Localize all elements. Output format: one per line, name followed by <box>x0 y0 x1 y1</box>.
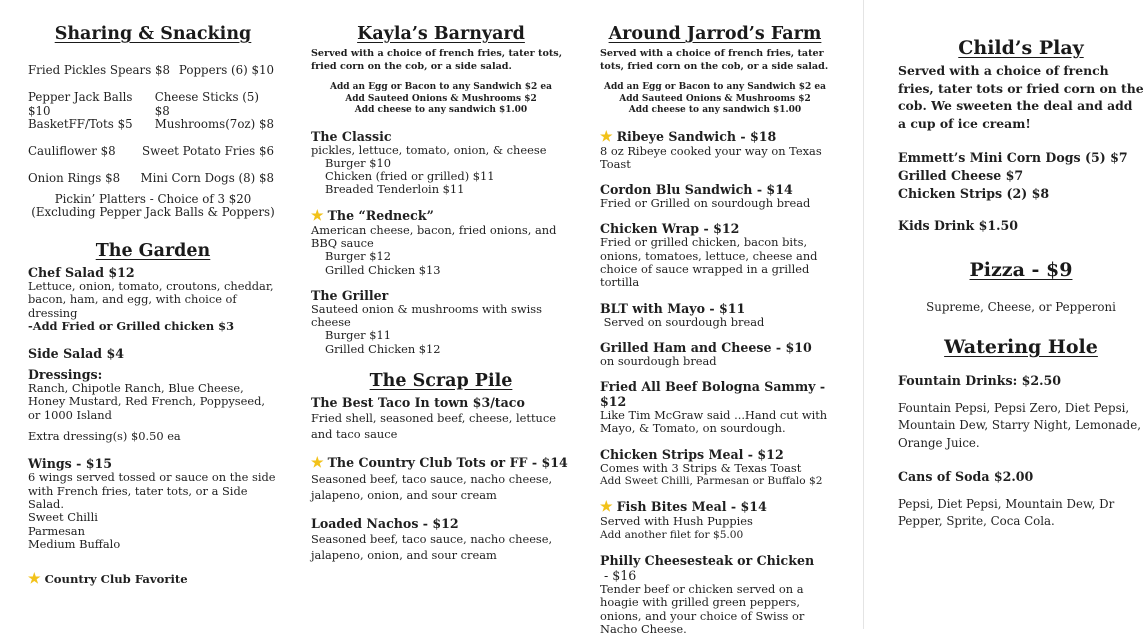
addon-line: Add an Egg or Bacon to any Sandwich $2 ea <box>329 82 552 92</box>
platter-note: (Excluding Pepper Jack Balls & Poppers) <box>31 205 275 219</box>
redneck-name: The “Redneck” <box>327 207 434 223</box>
pizza-desc: Supreme, Cheese, or Pepperoni <box>926 300 1116 314</box>
star-icon: ★ <box>600 499 613 516</box>
dressings-list: Ranch, Chipotle Ranch, Blue Cheese, Honey Mustard, Red French, Poppyseed, or 1000 Island <box>28 381 266 422</box>
cans-label: Cans of Soda $2.00 <box>898 468 1034 484</box>
cordon-item <box>600 182 830 210</box>
child-item: Grilled Cheese $7 <box>898 168 1024 183</box>
cans-list: Pepsi, Diet Pepsi, Mountain Dew, Dr Pepper, Sprite, Coca Cola. <box>898 496 1115 529</box>
scrap-title: The Scrap Pile <box>369 371 513 392</box>
strips-item <box>600 447 830 489</box>
snack-row <box>28 144 278 158</box>
strips-name: Chicken Strips Meal - $12 <box>600 446 784 462</box>
classic-name: The Classic <box>311 128 392 144</box>
garden-title: The Garden <box>95 241 211 261</box>
kids-drinks-column <box>863 0 1144 629</box>
philly-item <box>600 553 830 636</box>
jarrod-title: Around Jarrod’s Farm <box>608 24 822 44</box>
addon-line: Add cheese to any sandwich $1.00 <box>628 105 802 115</box>
snack-item: Sweet Potato Fries $6 <box>142 144 274 158</box>
classic-desc: pickles, lettuce, tomato, onion, & cheese <box>311 142 547 157</box>
strips-add: Add Sweet Chilli, Parmesan or Buffalo $2 <box>600 475 823 488</box>
snack-list <box>28 63 278 185</box>
cordon-desc: Fried or Grilled on sourdough bread <box>600 196 811 211</box>
snack-item: Cheese Sticks (5) $8 <box>154 90 259 118</box>
child-note: Served with a choice of french fries, tater tots or fried corn on the cob. We sweeten the deal and add a cup of ice cream! <box>898 63 1144 131</box>
fish-desc: Served with Hush Puppies <box>600 514 753 529</box>
fish-add: Add another filet for $5.00 <box>600 528 744 541</box>
bologna-desc: Like Tim McGraw said ...Hand cut with Mayo, & Tomato, on sourdough. <box>600 408 828 436</box>
country-club-desc: Seasoned beef, taco sauce, nacho cheese, jalapeno, onion, and sour cream <box>311 472 553 503</box>
sharing-column <box>28 0 278 629</box>
snack-item: Cauliflower $8 <box>28 144 116 158</box>
star-icon: ★ <box>28 571 41 588</box>
bologna-item <box>600 379 830 436</box>
snack-row <box>28 171 278 185</box>
griller-option: Burger $11 <box>325 328 391 343</box>
griller-desc: Sauteed onion & mushrooms with swiss cheese <box>311 301 542 330</box>
griller-name: The Griller <box>311 287 389 303</box>
bologna-name: Fried All Beef Bologna Sammy - $12 <box>600 379 826 410</box>
addon-line: Add Sauteed Onions & Mushrooms $2 <box>345 93 537 104</box>
fountain-list: Fountain Pepsi, Pepsi Zero, Diet Pepsi, Mountain Dew, Starry Night, Lemonade, Orange Juice. <box>898 401 1141 450</box>
snack-item: Fried Pickles Spears $8 <box>28 63 171 77</box>
addon-line: Add an Egg or Bacon to any Sandwich $2 ea <box>603 82 826 92</box>
ham-item <box>600 340 830 368</box>
wings-sauce: Parmesan <box>28 523 85 538</box>
snack-item: Pepper Jack Balls $10 <box>28 90 133 118</box>
child-item: Chicken Strips (2) $8 <box>898 186 1050 201</box>
kids-drink: Kids Drink $1.50 <box>898 218 1019 233</box>
side-salad-name: Side Salad $4 <box>28 346 124 362</box>
ribeye-desc: 8 oz Ribeye cooked your way on Texas Toast <box>600 143 822 171</box>
star-icon: ★ <box>600 128 613 145</box>
watering-title: Watering Hole <box>944 336 1098 359</box>
classic-item <box>311 129 571 197</box>
kayla-addons <box>311 82 571 117</box>
fish-name: Fish Bites Meal - $14 <box>616 499 767 515</box>
redneck-item <box>311 208 571 277</box>
jarrod-note: Served with a choice of french fries, tater tots, fried corn on the cob, or a side salad. <box>600 48 829 72</box>
snack-row <box>28 117 278 131</box>
classic-option: Breaded Tenderloin $11 <box>325 182 465 197</box>
snack-item: Mini Corn Dogs (8) $8 <box>140 171 274 185</box>
strips-desc: Comes with 3 Strips & Texas Toast <box>600 460 802 475</box>
snack-row <box>28 90 278 118</box>
wrap-item <box>600 221 830 289</box>
country-club-name: The Country Club Tots or FF - $14 <box>327 455 568 471</box>
ribeye-name: Ribeye Sandwich - $18 <box>616 128 777 144</box>
pizza-title: Pizza - $9 <box>969 259 1073 281</box>
philly-price: - $16 <box>600 567 637 583</box>
redneck-option: Grilled Chicken $13 <box>325 262 441 277</box>
wings-sauce: Medium Buffalo <box>28 536 121 551</box>
chef-salad-name: Chef Salad $12 <box>28 265 135 280</box>
wrap-desc: Fried or grilled chicken, bacon bits, onions, tomatoes, lettuce, cheese and choice of sauce wrapped in a grilled tortilla <box>600 235 818 290</box>
redneck-desc: American cheese, bacon, fried onions, and BBQ sauce <box>311 222 557 250</box>
griller-option: Grilled Chicken $12 <box>325 341 441 356</box>
redneck-option: Burger $12 <box>325 249 391 264</box>
taco-desc: Fried shell, seasoned beef, cheese, lettuce and taco sauce <box>311 411 557 442</box>
wrap-name: Chicken Wrap - $12 <box>600 221 740 237</box>
taco-item <box>311 395 571 442</box>
snack-item: BasketFF/Tots $5 <box>28 117 133 131</box>
nachos-item <box>311 516 571 563</box>
kayla-title: Kayla’s Barnyard <box>357 24 525 44</box>
chef-salad-desc: Lettuce, onion, tomato, croutons, cheddar, bacon, ham, and egg, with choice of dressing <box>28 279 274 320</box>
dressings-label: Dressings: <box>28 367 103 383</box>
snack-item: Onion Rings $8 <box>28 171 121 185</box>
wings-name: Wings - $15 <box>28 456 113 472</box>
kayla-column <box>311 0 571 629</box>
country-club-item <box>311 455 571 503</box>
snack-item: Mushrooms(7oz) $8 <box>154 117 274 131</box>
extra-dressing: Extra dressing(s) $0.50 ea <box>28 429 181 444</box>
blt-desc: Served on sourdough bread <box>600 314 765 329</box>
blt-item <box>600 301 830 329</box>
classic-option: Chicken (fried or grilled) $11 <box>325 169 495 184</box>
star-icon: ★ <box>311 207 324 224</box>
jarrod-addons <box>600 82 830 117</box>
ham-desc: on sourdough bread <box>600 353 717 368</box>
child-item: Emmett’s Mini Corn Dogs (5) $7 <box>898 150 1128 165</box>
blt-name: BLT with Mayo - $11 <box>600 300 746 316</box>
taco-name: The Best Taco In town $3/taco <box>311 395 525 411</box>
wings-sauce: Sweet Chilli <box>28 510 98 525</box>
ribeye-item <box>600 129 830 172</box>
ham-name: Grilled Ham and Cheese - $10 <box>600 339 812 355</box>
wings-desc: 6 wings served tossed or sauce on the side with French fries, tater tots, or a Side Salad. <box>28 470 276 511</box>
platter-line: Pickin’ Platters - Choice of 3 $20 <box>54 192 252 206</box>
nachos-desc: Seasoned beef, taco sauce, nacho cheese, jalapeno, onion, and sour cream <box>311 532 553 563</box>
nachos-name: Loaded Nachos - $12 <box>311 516 459 532</box>
fountain-label: Fountain Drinks: $2.50 <box>898 373 1062 389</box>
snack-item: Poppers (6) $10 <box>178 63 274 77</box>
addon-line: Add Sauteed Onions & Mushrooms $2 <box>619 93 811 104</box>
favorite-legend <box>28 571 278 587</box>
philly-desc: Tender beef or chicken served on a hoagie with grilled green peppers, onions, and your choice of Swiss or Nacho Cheese. <box>600 581 805 636</box>
fish-item <box>600 499 830 542</box>
griller-item <box>311 288 571 356</box>
star-icon: ★ <box>311 455 324 472</box>
jarrod-column <box>600 0 830 636</box>
addon-line: Add cheese to any sandwich $1.00 <box>354 105 528 115</box>
child-title: Child’s Play <box>958 37 1084 59</box>
cordon-name: Cordon Blu Sandwich - $14 <box>600 182 793 198</box>
snack-row <box>28 63 278 77</box>
philly-name: Philly Cheesesteak or Chicken <box>600 552 815 568</box>
sharing-title: Sharing & Snacking <box>54 24 252 44</box>
chef-salad-add: -Add Fried or Grilled chicken $3 <box>28 318 235 333</box>
favorite-legend-label: Country Club Favorite <box>44 572 188 587</box>
kayla-note: Served with a choice of french fries, tater tots, fried corn on the cob, or a side salad. <box>311 48 563 72</box>
classic-option: Burger $10 <box>325 155 391 170</box>
